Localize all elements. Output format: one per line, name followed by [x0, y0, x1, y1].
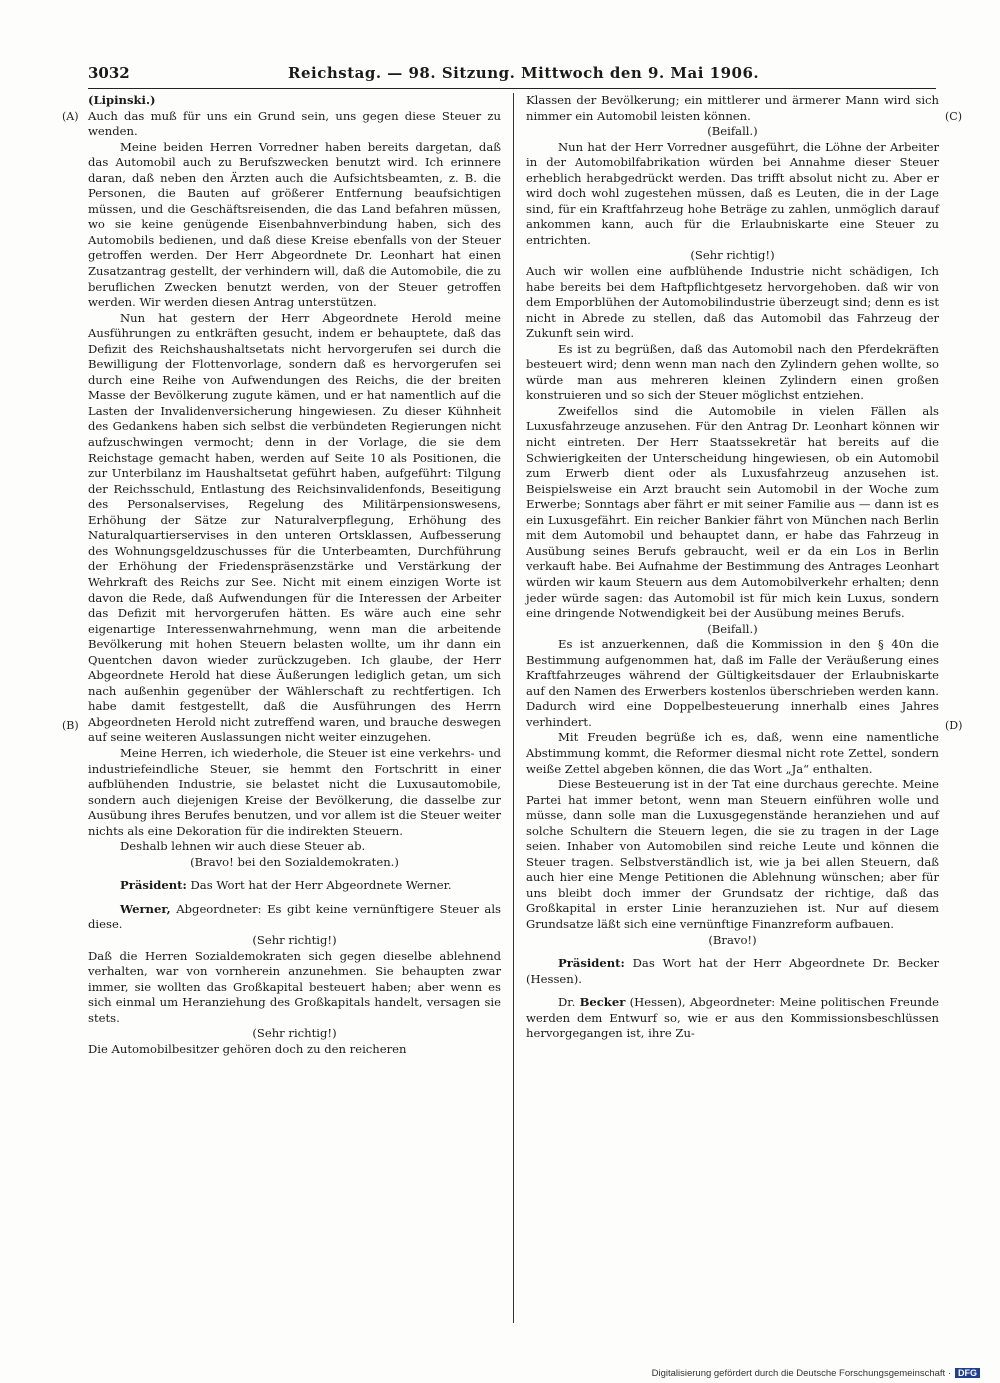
margin-mark-c: (C) [945, 110, 962, 123]
werner-name: Werner, [120, 901, 171, 916]
paragraph: Zweifellos sind die Automobile in vielen Fällen als Luxusfahrzeuge anzusehen. Für den Antrag Dr. Leonhart können wir nicht eintreten. Der Herr Staatssekretär hat bereits auf die Schwierigkeiten der Unterscheidung hingewiesen, ob ein Automobil zum Erwerb dient oder als Luxusfahrzeug anzusehen ist. Beispielsweise ein Arzt braucht sein Automobil in der Woche zum Erwerbe; Sonntags aber fährt er mit seiner Familie aus — dann ist es ein Luxusgefährt. Ein reicher Bankier fährt von München nach Berlin mit dem Automobil und behauptet dann, er habe das Fahrzeug in Ausübung seines Berufs gebraucht, weil er da ein Los in Berlin verkauft habe. Bei Aufnahme der Bestimmung des Antrages Leonhart würden wir kaum Steuern aus dem Automobilverkehr erhalten; denn jeder würde sagen: das Automobil ist für mich kein Luxus, sondern eine dringende Notwendigkeit bei der Ausübung meines Berufs. [526, 403, 939, 621]
footer-credit [605, 1368, 980, 1382]
becker-text: (Hessen), Abgeordneter: Meine politischen Freunde werden dem Entwurf so, wie er aus den Kommissionsbeschlüssen hervorgegangen ist, ihre Zu- [526, 995, 939, 1041]
paragraph: Auch wir wollen eine aufblühende Industrie nicht schädigen, Ich habe bereits bei dem Haftpflichtgesetz hervorgehoben. daß wir von dem Emporblühen der Automobilindustrie überzeugt sind; denn es ist nicht in Abrede zu stellen, daß das Automobil das Fahrzeug der Zukunft sein wird. [526, 264, 939, 341]
president-text: Das Wort hat der Herr Abgeordnete Dr. Becker (Hessen). [526, 956, 939, 986]
applause-note: (Beifall.) [707, 124, 758, 139]
page-number: 3032 [88, 64, 130, 82]
paragraph: Auch das muß für uns ein Grund sein, uns gegen diese Steuer zu wenden. [88, 108, 501, 139]
running-title: Reichstag. — 98. Sitzung. Mittwoch den 9. Mai 1906. [288, 64, 760, 82]
paragraph: Klassen der Bevölkerung; ein mittlerer und ärmerer Mann wird sich nimmer ein Automobil leisten können. [526, 93, 939, 123]
becker-prefix: Dr. [558, 995, 580, 1010]
paragraph: Mit Freuden begrüße ich es, daß, wenn eine namentliche Abstimmung kommt, die Reformer diesmal nicht rote Zettel, sondern weiße Zettel abgeben können, die das Wort „Ja“ enthalten. [526, 730, 939, 776]
paragraph: Die Automobilbesitzer gehören doch zu den reicheren [88, 1041, 407, 1056]
left-column [88, 93, 501, 1057]
paragraph: Deshalb lehnen wir auch diese Steuer ab. [120, 839, 366, 854]
paragraph: Es ist zu begrüßen, daß das Automobil nach den Pferdekräften besteuert wird; denn wenn man nach den Zylindern gehen wollte, so würde man aus mehreren kleinen Zylindern einen großen konstruieren und so sich der Steuer möglichst entziehen. [526, 341, 939, 403]
paragraph: Nun hat gestern der Herr Abgeordnete Herold meine Ausführungen zu entkräften gesucht, indem er behauptete, daß das Defizit des Reichshaushaltsetats nicht hervorgerufen sei durch die Bewilligung der Flottenvorlage, sondern daß es hervorgerufen sei durch eine Reihe von Aufwendungen des Reichs, die der breiten Masse der Bevölkerung zugute kämen, und er hat namentlich auf die Lasten der Invalidenversicherung hingewiesen. Zu dieser Kühnheit des Gedankens haben sich selbst die verbündeten Regierungen nicht aufzuschwingen vermocht; denn in der Vorlage, die sie dem Reichstage gemacht haben, werden auf Seite 10 als Positionen, die zur Unterbilanz im Haushaltsetat geführt haben, aufgeführt: Tilgung der Reichsschuld, Entlastung des Reichsinvalidenfonds, Beseitigung des Personalservises, Regelung des Militärpensionswesens, Erhöhung der Sätze zur Naturalverpflegung, Erhöhung des Naturalquartierservises in den unteren Ortsklassen, Aufbesserung des Wohnungsgeldzuschusses für die Unterbeamten, Durchführung der Erhöhung der Friedenspräsenzstärke und Verstärkung der Wehrkraft des Reichs zur See. Nicht mit einem einzigen Worte ist davon die Rede, daß Aufwendungen für die Interessen der Arbeiter das Defizit mit hervorgerufen hätten. Es wäre auch eine sehr eigenartige Interessenwahrnehmung, wenn man die arbeitende Bevölkerung mit hohen Steuern belasten wollte, um ihr dann ein Quentchen davon wieder zurückzugeben. Ich glaube, der Herr Abgeordnete Herold hat diese Äußerungen lediglich getan, um sich nach außenhin gegenüber der Wählerschaft zu rechtfertigen. Ich habe damit festgestellt, daß die Ausführungen des Herrn Abgeordneten Herold nicht zutreffend waren, und brauche deswegen auf seine weiteren Auslassungen nicht weiter einzugehen. [88, 310, 501, 745]
right-column [526, 93, 939, 1042]
applause-note: (Bravo!) [708, 932, 757, 947]
paragraph: Daß die Herren Sozialdemokraten sich gegen dieselbe ablehnend verhalten, war von vornherein anzunehmen. Sie behaupten zwar immer, sie wollten das Großkapital besteuert haben; aber wenn es sich einmal um Heranziehung des Großkapitals handelt, versagen sie stets. [88, 948, 501, 1025]
page-header [88, 62, 936, 88]
president-text: Das Wort hat der Herr Abgeordnete Werner. [186, 878, 452, 893]
paragraph: Es ist anzuerkennen, daß die Kommission in den § 40n die Bestimmung aufgenommen hat, daß im Falle der Veräußerung eines Kraftfahrzeuges während der Gültigkeitsdauer der Erlaubniskarte auf den Namen des Erwerbers kostenlos überschrieben werden kann. Dadurch wird eine Doppelbesteuerung innerhalb eines Jahres verhindert. [526, 637, 939, 729]
president-line [88, 878, 501, 894]
interjection: (Sehr richtig!) [252, 1026, 337, 1041]
margin-mark-b: (B) [62, 719, 79, 732]
werner-text: Abgeordneter: Es gibt keine vernünftigere Steuer als diese. [88, 901, 501, 932]
margin-mark-a: (A) [62, 110, 79, 123]
paragraph: Nun hat der Herr Vorredner ausgeführt, die Löhne der Arbeiter in der Automobilfabrikation würden bei Annahme dieser Steuer erheblich herabgedrückt werden. Das trifft absolut nicht zu. Aber er wird doch wohl zugestehen müssen, daß es Leuten, die in der Lage sind, für ein Kraftfahrzeug hohe Beträge zu zahlen, unmöglich darauf ankommen kann, auch für die Erlaubniskarte eine Steuer zu entrichten. [526, 139, 939, 247]
president-name: Präsident: [558, 956, 625, 971]
speaker-intro [526, 995, 939, 1042]
president-line [526, 956, 939, 987]
speaker-intro [88, 902, 501, 933]
paragraph: Meine Herren, ich wiederhole, die Steuer ist eine verkehrs- und industriefeindliche Steuer, sie hemmt den Fortschritt in einer aufblühenden Industrie, sie belastet nicht die Luxusautomobile, sondern auch diejenigen Kreise der Bevölkerung, die dasselbe zur Ausübung ihres Berufes benutzen, und vor allem ist die Steuer weiter nichts als eine Dekoration für die indirekten Steuern. [88, 745, 501, 838]
interjection: (Sehr richtig!) [690, 248, 775, 263]
president-name: Präsident: [120, 878, 187, 893]
footer-text: Digitalisierung gefördert durch die Deutsche Forschungsgemeinschaft · [651, 1368, 951, 1379]
paragraph: Meine beiden Herren Vorredner haben bereits dargetan, daß das Automobil auch zu Berufszwecken benutzt wird. Ich erinnere daran, daß neben den Ärzten auch die Aufsichtsbeamten, z. B. die Personen, die Bauten auf größerer Entfernung beaufsichtigen müssen, und die Geschäftsreisenden, die das Land befahren müssen, wo sie keine genügende Eisenbahnverbindung haben, sich des Automobils bedienen, und daß diese Kreise ebenfalls von der Steuer getroffen werden. Der Herr Abgeordnete Dr. Leonhart hat einen Zusatzantrag gestellt, der verhindern will, daß die Automobile, die zu beruflichen Zwecken benutzt werden, von der Steuer getroffen werden. Wir werden diesen Antrag unterstützen. [88, 139, 501, 310]
interjection: (Sehr richtig!) [252, 932, 337, 947]
column-divider [513, 93, 514, 1323]
dfg-logo: DFG [955, 1368, 980, 1378]
header-rule [88, 88, 936, 89]
paragraph: Diese Besteuerung ist in der Tat eine durchaus gerechte. Meine Partei hat immer betont, wenn man Steuern einführen wolle und müsse, dann solle man die Luxusgegenstände heranziehen und auf solche Schultern die Steuern legen, die sie zu tragen in der Lage seien. Inhaber von Automobilen sind reiche Leute und können die Steuer tragen. Selbstverständlich ist, wie ja bei allen Steuern, daß auch hier eine Menge Petitionen die Ablehnung wünschen; aber für uns bleibt doch immer der Grundsatz der richtige, daß das Großkapital in erster Linie heranzuziehen ist. Nur auf diesem Grundsatze läßt sich eine vernünftige Finanzreform aufbauen. [526, 777, 939, 931]
margin-mark-d: (D) [945, 719, 963, 732]
applause-note: (Beifall.) [707, 621, 758, 636]
speaker-label: (Lipinski.) [88, 93, 156, 107]
applause-note: (Bravo! bei den Sozialdemokraten.) [190, 854, 399, 869]
becker-name: Becker [579, 995, 626, 1010]
